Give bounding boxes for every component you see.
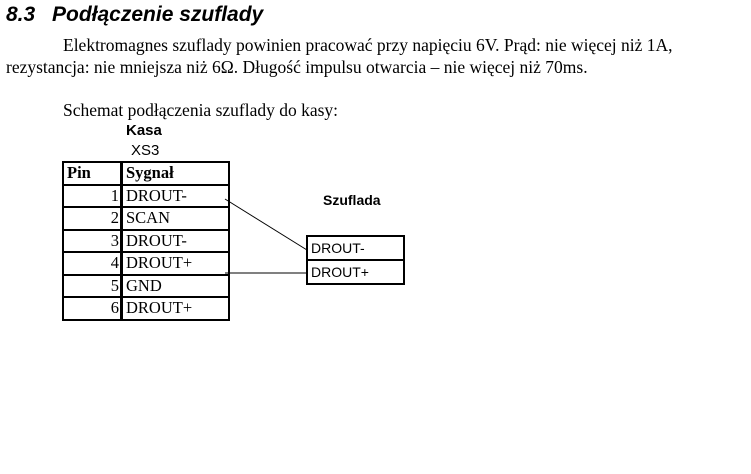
szuflada-row: DROUT- [311,240,365,256]
pin-signal: DROUT+ [122,297,230,320]
pin-signal: DROUT- [122,230,230,253]
kasa-title: Kasa [126,122,162,139]
pin-number: 4 [63,252,122,275]
section-title: Podłączenie szuflady [52,3,264,26]
connector-label: XS3 [131,142,160,159]
paragraph-line-2: rezystancja: nie mniejsza niż 6Ω. Długość impulsu otwarcia – nie więcej niż 70ms. [6,57,588,77]
pin-number: 5 [63,275,122,298]
pin-signal: GND [122,275,230,298]
schema-caption: Schemat podłączenia szuflady do kasy: [63,100,339,120]
header-pin: Pin [63,162,122,185]
header-signal: Sygnał [122,162,230,185]
szuflada-row: DROUT+ [308,259,403,283]
pin-number: 1 [63,185,122,208]
pin-number: 6 [63,297,122,320]
pin-signal: DROUT+ [122,252,230,275]
pin-number: 3 [63,230,122,253]
pin-signal: DROUT- [122,185,230,208]
szuflada-title: Szuflada [323,192,381,208]
pin-number: 2 [63,207,122,230]
section-number: 8.3 [6,3,36,26]
paragraph-line-1: Elektromagnes szuflady powinien pracować przy napięciu 6V. Prąd: nie więcej niż 1A, [63,35,673,55]
pin-signal: SCAN [122,207,230,230]
wire-pin1-to-drout-minus [225,199,307,250]
